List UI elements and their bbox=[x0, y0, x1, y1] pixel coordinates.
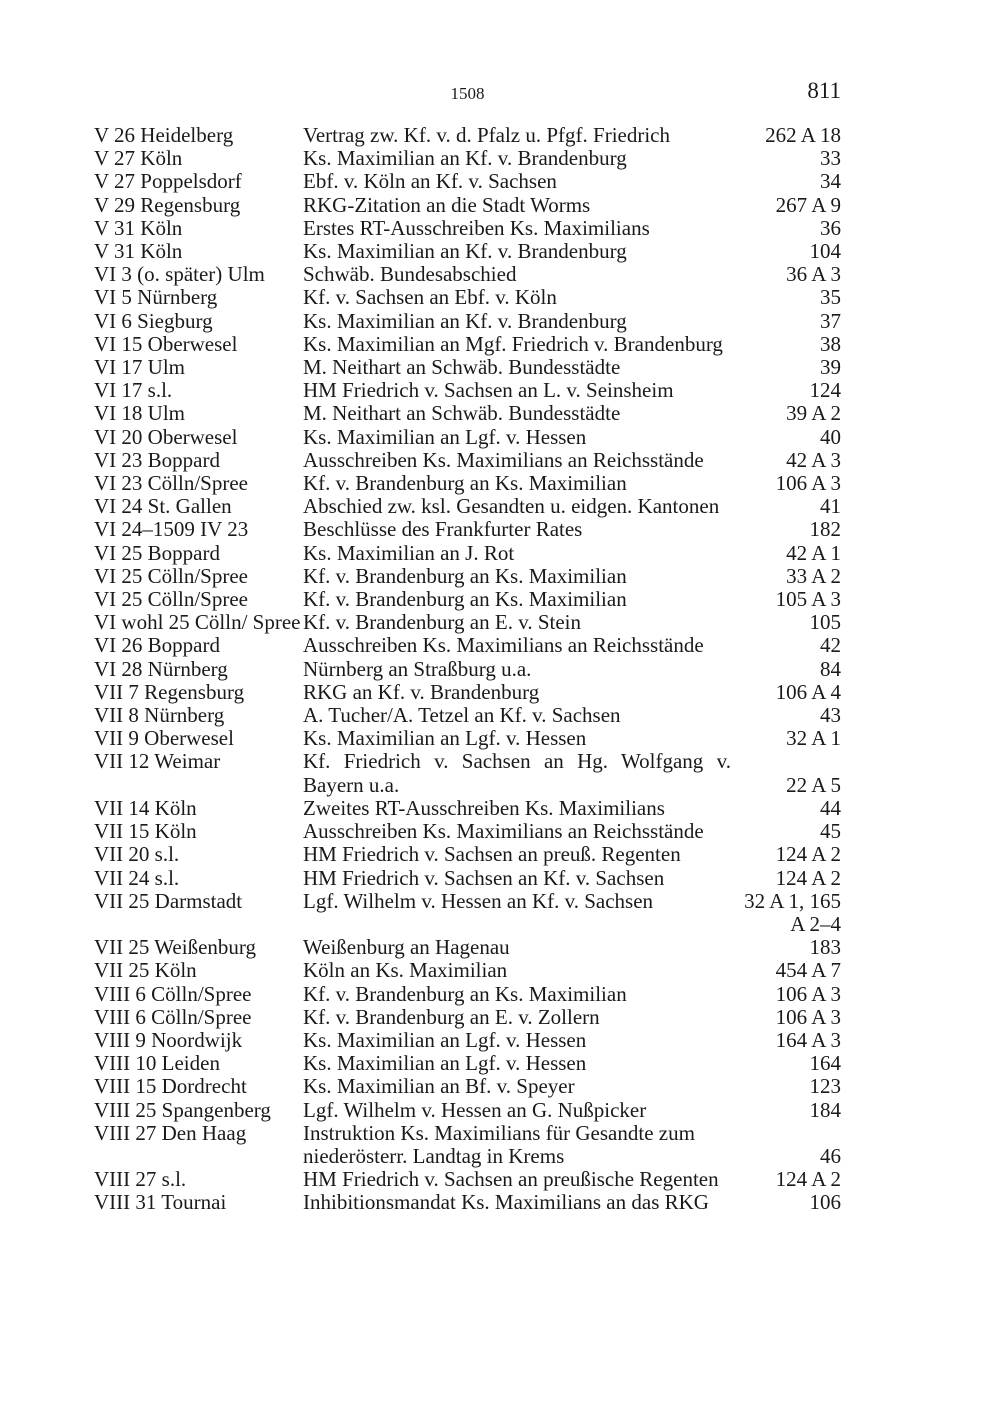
entry-date-place: VII 12 Weimar bbox=[94, 749, 221, 774]
entry-description: Beschlüsse des Frankfurter Rates bbox=[303, 517, 583, 542]
list-item bbox=[94, 124, 841, 147]
entry-date-place: VII 25 Weißenburg bbox=[94, 935, 257, 960]
entry-description: Schwäb. Bundesabschied bbox=[303, 262, 517, 287]
entry-reference: 32 A 1, 165 A 2–4 bbox=[744, 888, 841, 936]
entry-description: Kf. v. Brandenburg an Ks. Maximilian bbox=[303, 563, 627, 588]
entry-reference: 44 bbox=[820, 795, 841, 820]
entry-date-place: VI 17 s.l. bbox=[94, 378, 173, 403]
entry-reference: 46 bbox=[820, 1143, 841, 1168]
entry-date-place: V 31 Köln bbox=[94, 239, 183, 264]
entry-reference: 36 A 3 bbox=[786, 262, 841, 287]
entry-date-place: VII 20 s.l. bbox=[94, 842, 180, 867]
entry-date-place: VIII 6 Cölln/Spree bbox=[94, 981, 252, 1006]
list-item bbox=[94, 379, 841, 402]
list-item bbox=[94, 402, 841, 425]
entry-description: Lgf. Wilhelm v. Hessen an G. Nußpicker bbox=[303, 1097, 647, 1122]
entry-reference: 39 bbox=[820, 355, 841, 380]
entry-date-place: VII 9 Oberwesel bbox=[94, 726, 234, 751]
entry-description: Ks. Maximilian an Kf. v. Brandenburg bbox=[303, 308, 627, 333]
entry-reference: 106 A 3 bbox=[775, 471, 841, 496]
entry-reference: 45 bbox=[820, 819, 841, 844]
entry-reference: 267 A 9 bbox=[775, 192, 841, 217]
list-item bbox=[94, 1052, 841, 1075]
entry-reference: 105 bbox=[809, 610, 841, 635]
entry-reference: 105 A 3 bbox=[775, 587, 841, 612]
list-item bbox=[94, 936, 841, 959]
entry-description: Erstes RT-Ausschreiben Ks. Maximilians bbox=[303, 215, 650, 240]
entry-date-place: VIII 31 Tournai bbox=[94, 1190, 227, 1215]
entry-description: RKG-Zitation an die Stadt Worms bbox=[303, 192, 591, 217]
entry-reference: 183 bbox=[809, 935, 841, 960]
list-item bbox=[94, 194, 841, 217]
list-item bbox=[94, 820, 841, 843]
list-item bbox=[94, 890, 841, 936]
entry-date-place: VI 17 Ulm bbox=[94, 355, 185, 380]
list-item bbox=[94, 1029, 841, 1052]
list-item bbox=[94, 843, 841, 866]
list-item bbox=[94, 1168, 841, 1191]
entry-description: Weißenburg an Hagenau bbox=[303, 935, 510, 960]
entry-description: Instruktion Ks. Maximilians für Gesandte zum niederösterr. Landtag in Krems bbox=[303, 1120, 695, 1168]
entry-date-place: VII 8 Nürnberg bbox=[94, 703, 225, 728]
entry-reference: 124 A 2 bbox=[775, 865, 841, 890]
entry-reference: 106 bbox=[809, 1190, 841, 1215]
entry-date-place: V 26 Heidelberg bbox=[94, 123, 234, 147]
entry-description: Ausschreiben Ks. Maximilians an Reichsstände bbox=[303, 447, 704, 472]
entry-description: Ks. Maximilian an Lgf. v. Hessen bbox=[303, 1027, 587, 1052]
entry-date-place: VII 25 Köln bbox=[94, 958, 197, 983]
entry-description: Ks. Maximilian an J. Rot bbox=[303, 540, 515, 565]
list-item bbox=[94, 1191, 841, 1214]
entry-date-place: VI 24 St. Gallen bbox=[94, 494, 232, 519]
entry-date-place: VI 25 Cölln/Spree bbox=[94, 563, 248, 588]
entry-description: Kf. v. Brandenburg an E. v. Stein bbox=[303, 610, 582, 635]
entry-reference: 123 bbox=[809, 1074, 841, 1099]
entry-description: HM Friedrich v. Sachsen an preußische Regenten bbox=[303, 1167, 719, 1192]
entry-date-place: VI 25 Boppard bbox=[94, 540, 220, 565]
entry-description: Ks. Maximilian an Lgf. v. Hessen bbox=[303, 726, 587, 751]
list-item bbox=[94, 634, 841, 657]
entry-date-place: VII 7 Regensburg bbox=[94, 679, 245, 704]
entry-description: Kf. v. Brandenburg an Ks. Maximilian bbox=[303, 587, 627, 612]
entry-description: Nürnberg an Straßburg u.a. bbox=[303, 656, 532, 681]
entry-reference: 182 bbox=[809, 517, 841, 542]
list-item bbox=[94, 1075, 841, 1098]
list-item bbox=[94, 727, 841, 750]
entry-description: Kf. Friedrich v. Sachsen an Hg. Wolfgang v. Bayern u.a. bbox=[303, 749, 731, 797]
entry-reference: 164 bbox=[809, 1051, 841, 1076]
entry-reference: 32 A 1 bbox=[786, 726, 841, 751]
entry-description: Kf. v. Brandenburg an Ks. Maximilian bbox=[303, 981, 627, 1006]
entry-reference: 106 A 3 bbox=[775, 981, 841, 1006]
entry-date-place: VI 20 Oberwesel bbox=[94, 424, 238, 449]
entry-date-place: V 27 Köln bbox=[94, 146, 183, 171]
entry-description: Ks. Maximilian an Kf. v. Brandenburg bbox=[303, 239, 627, 264]
entry-description: RKG an Kf. v. Brandenburg bbox=[303, 679, 540, 704]
entry-reference: 84 bbox=[820, 656, 841, 681]
entry-description: Ks. Maximilian an Bf. v. Speyer bbox=[303, 1074, 575, 1099]
entry-description: Ks. Maximilian an Mgf. Friedrich v. Brandenburg bbox=[303, 331, 723, 356]
list-item bbox=[94, 542, 841, 565]
list-item bbox=[94, 449, 841, 472]
entry-reference: 38 bbox=[820, 331, 841, 356]
entry-description: HM Friedrich v. Sachsen an L. v. Seinsheim bbox=[303, 378, 674, 403]
entry-description: Ebf. v. Köln an Kf. v. Sachsen bbox=[303, 169, 557, 194]
list-item bbox=[94, 565, 841, 588]
entry-reference: 124 A 2 bbox=[775, 842, 841, 867]
entry-reference: 124 bbox=[809, 378, 841, 403]
list-item bbox=[94, 495, 841, 518]
entry-description: Köln an Ks. Maximilian bbox=[303, 958, 508, 983]
entry-description: Abschied zw. ksl. Gesandten u. eidgen. Kantonen bbox=[303, 494, 720, 519]
entry-date-place: VI 5 Nürnberg bbox=[94, 285, 218, 310]
entry-reference: 34 bbox=[820, 169, 841, 194]
list-item bbox=[94, 1099, 841, 1122]
entry-reference: 184 bbox=[809, 1097, 841, 1122]
entry-reference: 42 bbox=[820, 633, 841, 658]
running-head-year: 1508 bbox=[450, 84, 485, 103]
entry-date-place: VI 28 Nürnberg bbox=[94, 656, 228, 681]
list-item bbox=[94, 240, 841, 263]
list-item bbox=[94, 959, 841, 982]
list-item bbox=[94, 867, 841, 890]
entry-date-place: VIII 10 Leiden bbox=[94, 1051, 220, 1076]
list-item bbox=[94, 681, 841, 704]
entry-date-place: VI 15 Oberwesel bbox=[94, 331, 238, 356]
entry-description: Vertrag zw. Kf. v. d. Pfalz u. Pfgf. Friedrich bbox=[303, 123, 671, 147]
entry-reference: 42 A 3 bbox=[786, 447, 841, 472]
list-item bbox=[94, 588, 841, 611]
entry-description: HM Friedrich v. Sachsen an Kf. v. Sachsen bbox=[303, 865, 665, 890]
list-item bbox=[94, 518, 841, 541]
entry-reference: 33 bbox=[820, 146, 841, 171]
entry-reference: 454 A 7 bbox=[775, 958, 841, 983]
list-item bbox=[94, 333, 841, 356]
entry-reference: 41 bbox=[820, 494, 841, 519]
entry-reference: 124 A 2 bbox=[775, 1167, 841, 1192]
entry-reference: 106 A 4 bbox=[775, 679, 841, 704]
entry-description: M. Neithart an Schwäb. Bundesstädte bbox=[303, 401, 621, 426]
entry-description: Inhibitionsmandat Ks. Maximilians an das RKG bbox=[303, 1190, 709, 1215]
entry-description: Kf. v. Sachsen an Ebf. v. Köln bbox=[303, 285, 557, 310]
list-item bbox=[94, 983, 841, 1006]
entry-date-place: VI 23 Cölln/Spree bbox=[94, 471, 248, 496]
list-item bbox=[94, 426, 841, 449]
list-item bbox=[94, 797, 841, 820]
entry-reference: 106 A 3 bbox=[775, 1004, 841, 1029]
entry-description: Ausschreiben Ks. Maximilians an Reichsstände bbox=[303, 633, 704, 658]
entry-reference: 22 A 5 bbox=[786, 772, 841, 797]
entry-reference: 39 A 2 bbox=[786, 401, 841, 426]
list-item bbox=[94, 750, 841, 796]
entry-date-place: VI 26 Boppard bbox=[94, 633, 220, 658]
page-header bbox=[94, 78, 841, 108]
entry-date-place: V 31 Köln bbox=[94, 215, 183, 240]
entry-date-place: VII 25 Darmstadt bbox=[94, 888, 243, 913]
entry-date-place: VI 24–1509 IV 23 bbox=[94, 517, 249, 542]
entry-date-place: VI 3 (o. später) Ulm bbox=[94, 262, 265, 287]
list-item bbox=[94, 286, 841, 309]
entry-date-place: VII 14 Köln bbox=[94, 795, 197, 820]
entry-date-place: V 29 Regensburg bbox=[94, 192, 241, 217]
entry-date-place: VIII 9 Noordwijk bbox=[94, 1027, 243, 1052]
entry-description: A. Tucher/A. Tetzel an Kf. v. Sachsen bbox=[303, 703, 621, 728]
list-item bbox=[94, 704, 841, 727]
entry-reference: 40 bbox=[820, 424, 841, 449]
entry-reference: 33 A 2 bbox=[786, 563, 841, 588]
entry-description: Lgf. Wilhelm v. Hessen an Kf. v. Sachsen bbox=[303, 888, 654, 913]
entry-description: Ausschreiben Ks. Maximilians an Reichsstände bbox=[303, 819, 704, 844]
entry-date-place: VI 23 Boppard bbox=[94, 447, 220, 472]
list-item bbox=[94, 147, 841, 170]
page-number: 811 bbox=[807, 78, 841, 103]
entry-description: Ks. Maximilian an Kf. v. Brandenburg bbox=[303, 146, 627, 171]
list-item bbox=[94, 1122, 841, 1168]
entry-reference: 262 A 18 bbox=[765, 123, 841, 147]
list-item bbox=[94, 263, 841, 286]
list-item bbox=[94, 472, 841, 495]
entry-list bbox=[94, 124, 841, 1215]
entry-date-place: VIII 15 Dordrecht bbox=[94, 1074, 247, 1099]
entry-date-place: VIII 27 s.l. bbox=[94, 1167, 187, 1192]
entry-description: Zweites RT-Ausschreiben Ks. Maximilians bbox=[303, 795, 665, 820]
entry-reference: 35 bbox=[820, 285, 841, 310]
entry-date-place: VIII 27 Den Haag bbox=[94, 1120, 247, 1145]
entry-date-place: VI 25 Cölln/Spree bbox=[94, 587, 248, 612]
entry-reference: 36 bbox=[820, 215, 841, 240]
entry-reference: 42 A 1 bbox=[786, 540, 841, 565]
entry-date-place: VI 18 Ulm bbox=[94, 401, 185, 426]
entry-date-place: VI wohl 25 Cölln/ Spree bbox=[94, 610, 301, 635]
entry-reference: 43 bbox=[820, 703, 841, 728]
entry-reference: 37 bbox=[820, 308, 841, 333]
entry-description: Ks. Maximilian an Lgf. v. Hessen bbox=[303, 424, 587, 449]
entry-description: Kf. v. Brandenburg an E. v. Zollern bbox=[303, 1004, 600, 1029]
list-item bbox=[94, 611, 841, 634]
entry-date-place: VIII 25 Spangenberg bbox=[94, 1097, 271, 1122]
entry-description: M. Neithart an Schwäb. Bundesstädte bbox=[303, 355, 621, 380]
entry-date-place: VII 15 Köln bbox=[94, 819, 197, 844]
list-item bbox=[94, 658, 841, 681]
entry-reference: 104 bbox=[809, 239, 841, 264]
entry-date-place: VIII 6 Cölln/Spree bbox=[94, 1004, 252, 1029]
entry-date-place: V 27 Poppelsdorf bbox=[94, 169, 242, 194]
entry-description: Kf. v. Brandenburg an Ks. Maximilian bbox=[303, 471, 627, 496]
entry-date-place: VII 24 s.l. bbox=[94, 865, 180, 890]
list-item bbox=[94, 217, 841, 240]
entry-description: HM Friedrich v. Sachsen an preuß. Regenten bbox=[303, 842, 681, 867]
list-item bbox=[94, 356, 841, 379]
list-item bbox=[94, 1006, 841, 1029]
list-item bbox=[94, 310, 841, 333]
list-item bbox=[94, 170, 841, 193]
entry-description: Ks. Maximilian an Lgf. v. Hessen bbox=[303, 1051, 587, 1076]
entry-reference: 164 A 3 bbox=[775, 1027, 841, 1052]
entry-date-place: VI 6 Siegburg bbox=[94, 308, 213, 333]
